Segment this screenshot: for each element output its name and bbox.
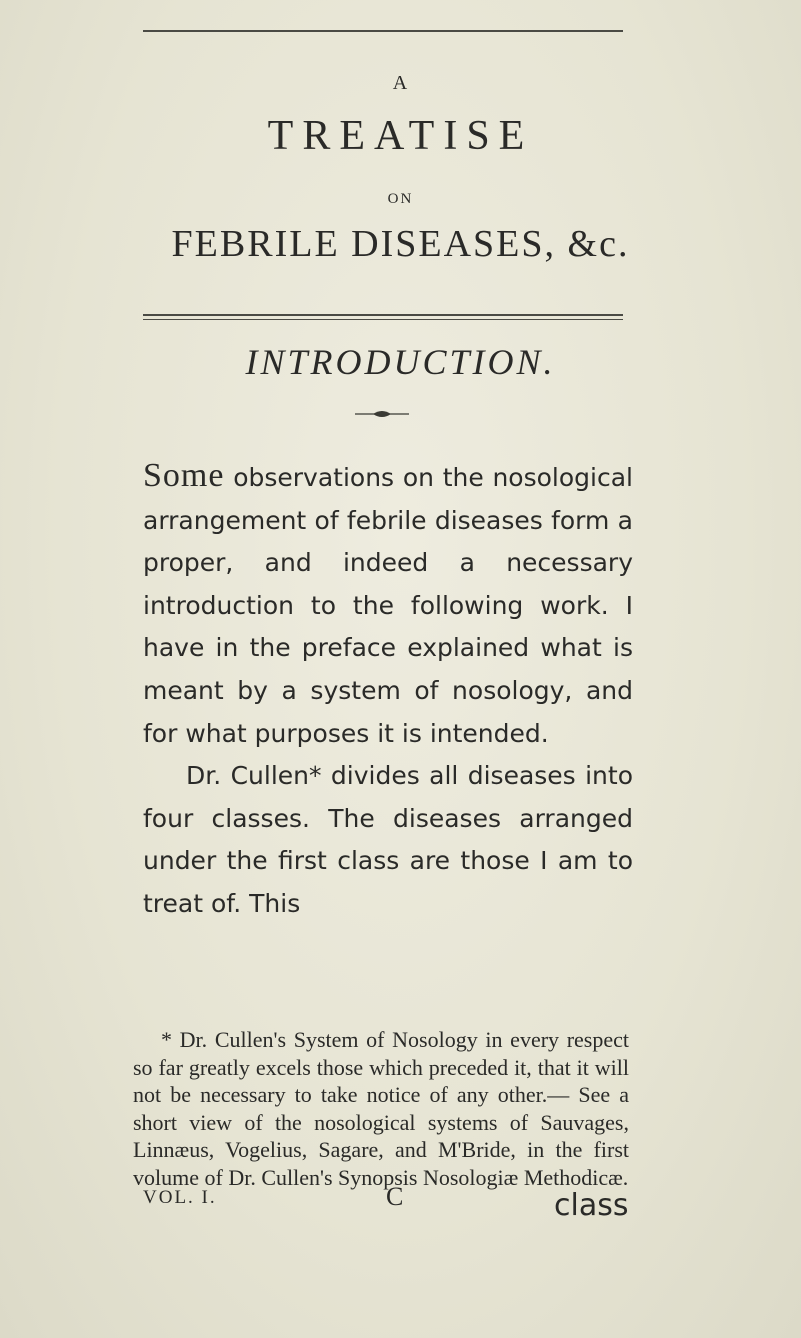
footnote — [133, 1026, 629, 1191]
ornament-icon — [355, 408, 409, 420]
signature-mark: C — [386, 1182, 404, 1211]
paragraph-1 — [143, 455, 633, 755]
title-treatise: TREATISE — [267, 113, 534, 159]
catchword: class — [554, 1188, 629, 1223]
title-on: ON — [387, 191, 414, 207]
footnote-text: * Dr. Cullen's System of Nosology in every respect so far greatly excels those which preceded it, that it will not be necessary to take notice of any other.— See a short view of the nosological systems of Sauvages, Linnæus, Vogelius, Sagare, and M'Bride, in the first volume of Dr. Cullen's Synopsis Nosologiæ Methodicæ. — [133, 1027, 629, 1190]
top-rule — [143, 30, 623, 32]
body-text — [143, 455, 633, 926]
paragraph-1-text: observations on the nosological arrangement of febrile diseases form a proper, and indeed a necessary introduction to the following work. I have in the preface explained what is meant by a system of nosology, and for what purposes it is intended. — [143, 463, 633, 748]
paragraph-2: Dr. Cullen* divides all diseases into four classes. The diseases arranged under the first class are those I am to treat of. This — [143, 761, 633, 918]
drop-cap-word: Some — [143, 457, 225, 494]
double-rule — [143, 314, 623, 316]
title-article: A — [392, 72, 409, 94]
section-heading: INTRODUCTION. — [245, 342, 556, 382]
title-subject: FEBRILE DISEASES, &c. — [171, 223, 630, 265]
volume-mark: VOL. I. — [143, 1187, 217, 1208]
